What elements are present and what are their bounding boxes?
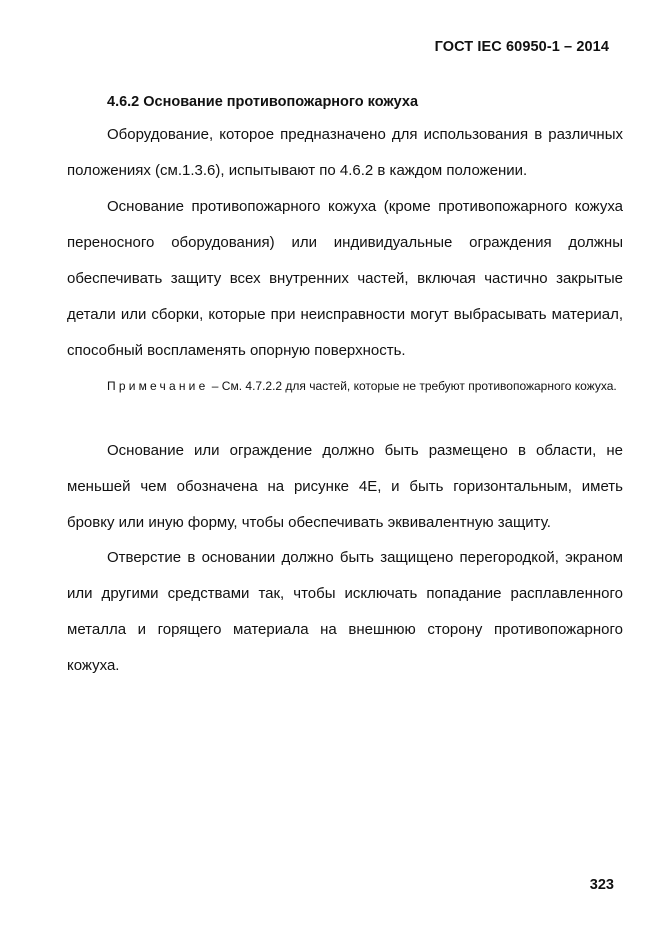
page-number: 323 bbox=[589, 877, 614, 893]
paragraph-1: Оборудование, которое предназначено для использования в различных положениях (см.1.3.6), испытывают по 4.6.2 в каждом положении. bbox=[67, 126, 623, 179]
note bbox=[67, 373, 623, 399]
document-header: ГОСТ IEC 60950-1 – 2014 bbox=[434, 39, 609, 55]
paragraph-2: Основание противопожарного кожуха (кроме противопожарного кожуха переносного оборудования) или индивидуальные ограждения должны обеспечивать защиту всех внутренних частей, включая частично закрытые детали или сборки, которые при неисправности могут выбрасывать материал, способный воспламенять опорную поверхность. bbox=[67, 198, 623, 359]
note-label: Примечание bbox=[107, 379, 209, 393]
note-text: – См. 4.7.2.2 для частей, которые не требуют противопожарного кожуха. bbox=[208, 379, 617, 393]
section-heading: 4.6.2 Основание противопожарного кожуха bbox=[107, 94, 419, 110]
paragraph-4: Отверстие в основании должно быть защищено перегородкой, экраном или другими средствами так, чтобы исключать попадание расплавленного металла и горящего материала на внешнюю сторону противопожарного кожуха. bbox=[67, 549, 623, 674]
paragraph-3: Основание или ограждение должно быть размещено в области, не меньшей чем обозначена на рисунке 4Е, и быть горизонтальным, иметь бровку или иную форму, чтобы обеспечивать эквивалентную защиту. bbox=[67, 442, 623, 531]
